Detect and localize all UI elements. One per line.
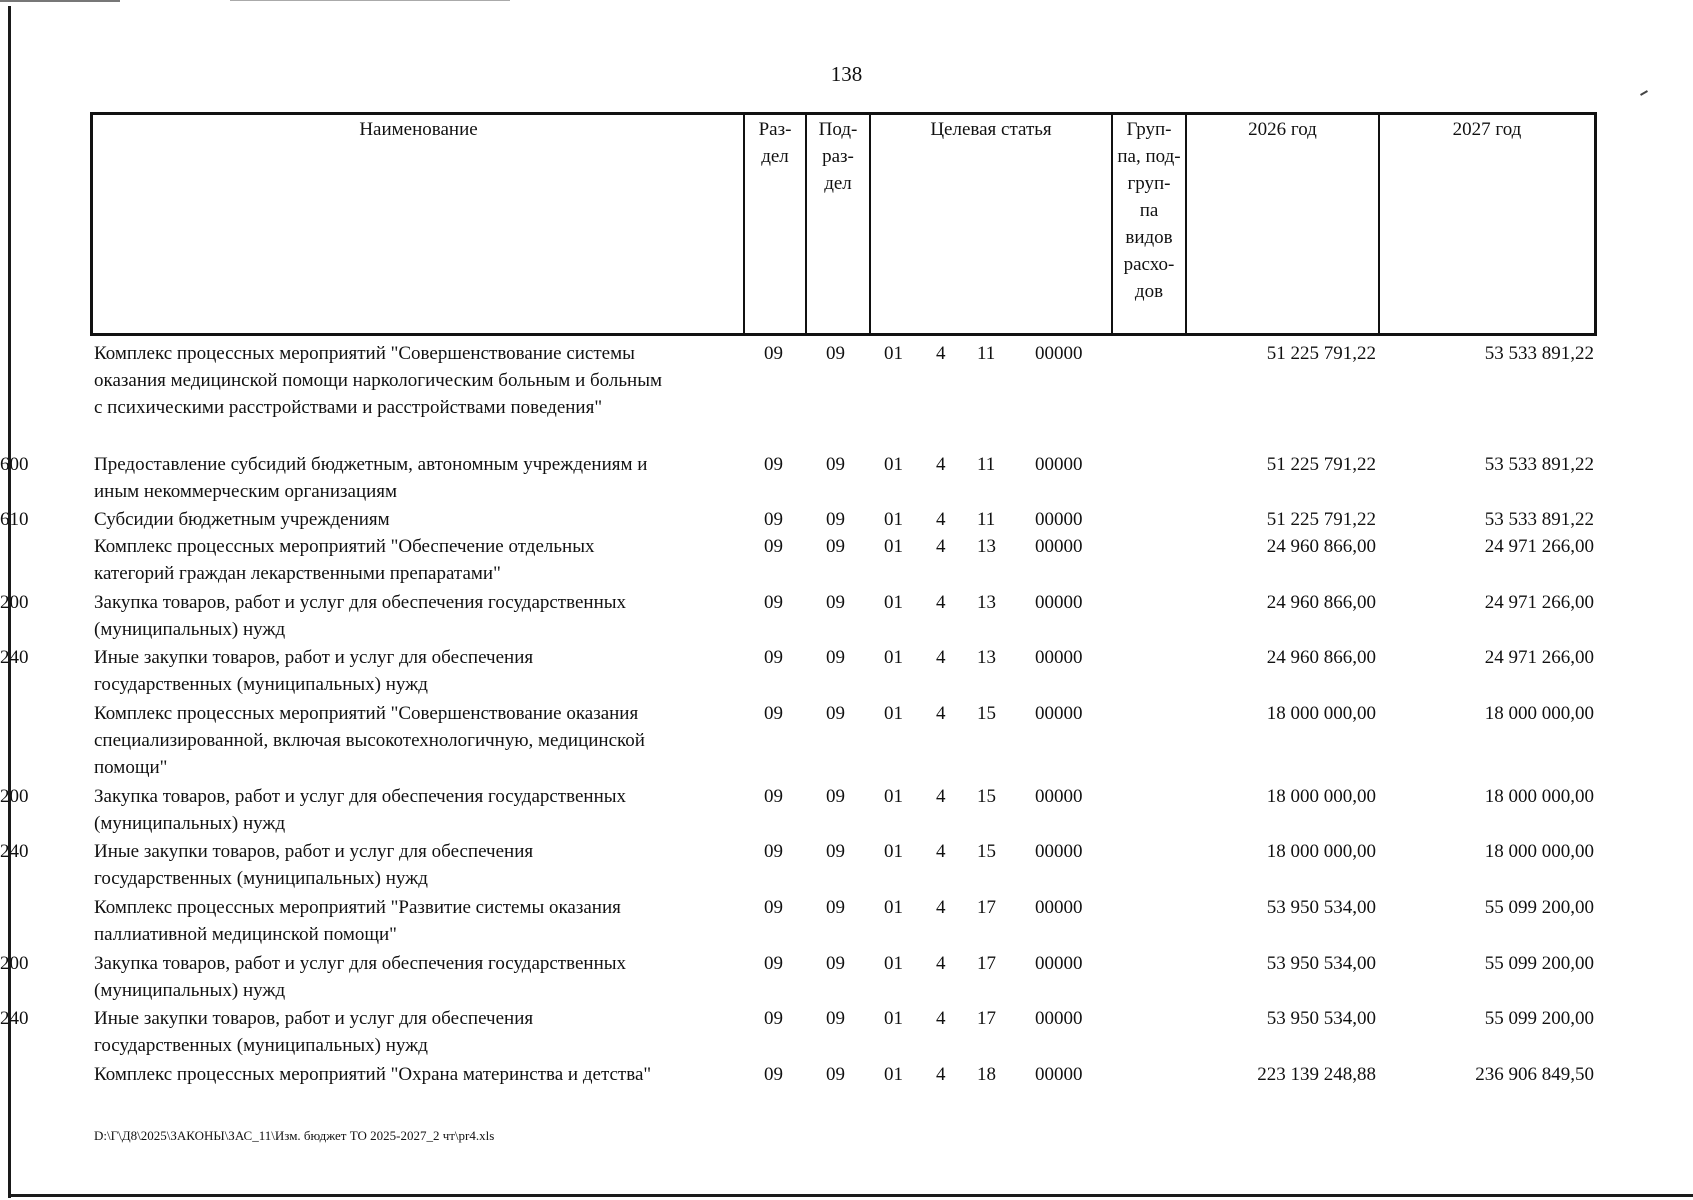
cell-ts2: 4 bbox=[936, 953, 946, 974]
header-group bbox=[1113, 116, 1185, 305]
row-name-line: Закупка товаров, работ и услуг для обеспечения государственных bbox=[94, 592, 627, 613]
row-name-line: государственных (муниципальных) нужд bbox=[94, 868, 428, 889]
cell-ts2: 4 bbox=[936, 592, 946, 613]
cell-y2026: 24 960 866,00 bbox=[1266, 592, 1376, 613]
header-name: Наименование bbox=[359, 119, 478, 140]
cell-ts2: 4 bbox=[936, 703, 946, 724]
cell-razdel: 09 bbox=[764, 953, 783, 974]
header-razdel-line: дел bbox=[761, 146, 789, 167]
row-name-line: категорий граждан лекарственными препаратами" bbox=[94, 563, 501, 584]
row-name bbox=[94, 533, 744, 587]
cell-ts4: 00000 bbox=[1035, 897, 1083, 918]
row-name bbox=[94, 451, 744, 505]
row-name bbox=[94, 340, 744, 421]
cell-y2026: 223 139 248,88 bbox=[1257, 1064, 1376, 1085]
cell-group: 200 bbox=[0, 592, 29, 613]
file-path: D:\Г\Д8\2025\ЗАКОНЫ\ЗАС_11\Изм. бюджет ТО 2025-2027_2 чт\pr4.xls bbox=[94, 1128, 495, 1143]
page-number: 138 bbox=[830, 62, 863, 86]
cell-ts3: 15 bbox=[977, 786, 996, 807]
cell-razdel: 09 bbox=[764, 897, 783, 918]
cell-ts1: 01 bbox=[884, 647, 903, 668]
cell-ts1: 01 bbox=[884, 897, 903, 918]
cell-y2026: 18 000 000,00 bbox=[1266, 841, 1376, 862]
cell-ts4: 00000 bbox=[1035, 953, 1083, 974]
cell-y2027: 24 971 266,00 bbox=[1484, 592, 1594, 613]
header-group-line: Груп- bbox=[1126, 119, 1172, 140]
row-name-line: с психическими расстройствами и расстройствами поведения" bbox=[94, 397, 603, 418]
cell-ts2: 4 bbox=[936, 786, 946, 807]
row-name-line: специализированной, включая высокотехнологичную, медицинской bbox=[94, 730, 645, 751]
row-name-line: Комплекс процессных мероприятий "Развитие системы оказания bbox=[94, 897, 621, 918]
header-podrazdel-line: Под- bbox=[818, 119, 858, 140]
cell-group: 600 bbox=[0, 454, 29, 475]
row-name bbox=[94, 950, 744, 1004]
cell-ts3: 15 bbox=[977, 841, 996, 862]
cell-ts2: 4 bbox=[936, 509, 946, 530]
cell-y2027: 236 906 849,50 bbox=[1475, 1064, 1594, 1085]
cell-podrazdel: 09 bbox=[826, 786, 845, 807]
row-name-line: (муниципальных) нужд bbox=[94, 619, 286, 640]
cell-y2026: 51 225 791,22 bbox=[1266, 343, 1376, 364]
cell-podrazdel: 09 bbox=[826, 897, 845, 918]
cell-podrazdel: 09 bbox=[826, 592, 845, 613]
header-group-line: па bbox=[1139, 200, 1159, 221]
cell-y2026: 51 225 791,22 bbox=[1266, 454, 1376, 475]
scan-speck bbox=[1640, 90, 1648, 96]
header-podrazdel-line: дел bbox=[824, 173, 852, 194]
cell-ts3: 13 bbox=[977, 647, 996, 668]
cell-razdel: 09 bbox=[764, 592, 783, 613]
cell-y2027: 18 000 000,00 bbox=[1484, 841, 1594, 862]
cell-razdel: 09 bbox=[764, 1064, 783, 1085]
header-2027: 2027 год bbox=[1452, 119, 1522, 140]
cell-ts2: 4 bbox=[936, 897, 946, 918]
cell-razdel: 09 bbox=[764, 647, 783, 668]
cell-podrazdel: 09 bbox=[826, 953, 845, 974]
row-name-line: (муниципальных) нужд bbox=[94, 813, 286, 834]
cell-group: 240 bbox=[0, 647, 29, 668]
cell-ts4: 00000 bbox=[1035, 1064, 1083, 1085]
cell-group: 610 bbox=[0, 509, 29, 530]
header-group-line: дов bbox=[1134, 281, 1164, 302]
row-name bbox=[94, 1005, 744, 1059]
cell-ts2: 4 bbox=[936, 454, 946, 475]
cell-ts1: 01 bbox=[884, 1008, 903, 1029]
cell-podrazdel: 09 bbox=[826, 536, 845, 557]
cell-ts1: 01 bbox=[884, 841, 903, 862]
cell-ts3: 15 bbox=[977, 703, 996, 724]
row-name bbox=[94, 589, 744, 643]
cell-ts2: 4 bbox=[936, 536, 946, 557]
row-name bbox=[94, 838, 744, 892]
cell-ts1: 01 bbox=[884, 703, 903, 724]
cell-y2027: 55 099 200,00 bbox=[1484, 897, 1594, 918]
cell-razdel: 09 bbox=[764, 343, 783, 364]
row-name-line: иным некоммерческим организациям bbox=[94, 481, 398, 502]
header-group-line: расхо- bbox=[1123, 254, 1175, 275]
cell-group: 240 bbox=[0, 1008, 29, 1029]
header-podrazdel-line: раз- bbox=[822, 146, 854, 167]
cell-ts4: 00000 bbox=[1035, 786, 1083, 807]
row-name bbox=[94, 894, 744, 948]
cell-y2026: 51 225 791,22 bbox=[1266, 509, 1376, 530]
cell-y2027: 18 000 000,00 bbox=[1484, 786, 1594, 807]
cell-ts2: 4 bbox=[936, 343, 946, 364]
cell-group: 200 bbox=[0, 953, 29, 974]
cell-ts3: 11 bbox=[977, 509, 996, 530]
cell-y2027: 53 533 891,22 bbox=[1484, 454, 1594, 475]
cell-razdel: 09 bbox=[764, 536, 783, 557]
cell-ts2: 4 bbox=[936, 841, 946, 862]
cell-y2027: 55 099 200,00 bbox=[1484, 1008, 1594, 1029]
cell-y2027: 53 533 891,22 bbox=[1484, 343, 1594, 364]
header-podrazdel bbox=[807, 116, 869, 197]
cell-razdel: 09 bbox=[764, 1008, 783, 1029]
header-divider bbox=[1378, 112, 1380, 336]
cell-razdel: 09 bbox=[764, 786, 783, 807]
row-name-line: государственных (муниципальных) нужд bbox=[94, 1035, 428, 1056]
row-name-line: Комплекс процессных мероприятий "Охрана материнства и детства" bbox=[94, 1064, 652, 1085]
cell-ts4: 00000 bbox=[1035, 343, 1083, 364]
cell-y2026: 53 950 534,00 bbox=[1266, 897, 1376, 918]
cell-y2026: 24 960 866,00 bbox=[1266, 647, 1376, 668]
header-2026: 2026 год bbox=[1248, 119, 1317, 140]
header-group-line: па, под- bbox=[1117, 146, 1181, 167]
cell-ts4: 00000 bbox=[1035, 841, 1083, 862]
header-razdel bbox=[745, 116, 805, 170]
cell-podrazdel: 09 bbox=[826, 647, 845, 668]
header-divider bbox=[869, 112, 871, 336]
row-name-line: (муниципальных) нужд bbox=[94, 980, 286, 1001]
cell-ts4: 00000 bbox=[1035, 1008, 1083, 1029]
cell-ts3: 11 bbox=[977, 454, 996, 475]
cell-razdel: 09 bbox=[764, 703, 783, 724]
row-name bbox=[94, 506, 744, 533]
header-razdel-line: Раз- bbox=[758, 119, 792, 140]
row-name-line: Комплекс процессных мероприятий "Обеспечение отдельных bbox=[94, 536, 595, 557]
row-name-line: государственных (муниципальных) нужд bbox=[94, 674, 428, 695]
row-name-line: Предоставление субсидий бюджетным, автономным учреждениям и bbox=[94, 454, 648, 475]
cell-ts1: 01 bbox=[884, 1064, 903, 1085]
row-name-line: Комплекс процессных мероприятий "Совершенствование системы bbox=[94, 343, 635, 364]
cell-y2026: 24 960 866,00 bbox=[1266, 536, 1376, 557]
cell-y2027: 24 971 266,00 bbox=[1484, 536, 1594, 557]
cell-ts1: 01 bbox=[884, 454, 903, 475]
cell-ts3: 11 bbox=[977, 343, 996, 364]
header-divider bbox=[1185, 112, 1187, 336]
cell-ts4: 00000 bbox=[1035, 509, 1083, 530]
cell-y2026: 18 000 000,00 bbox=[1266, 703, 1376, 724]
row-name-line: Субсидии бюджетным учреждениям bbox=[94, 509, 390, 530]
row-name bbox=[94, 1061, 744, 1088]
cell-razdel: 09 bbox=[764, 841, 783, 862]
cell-y2026: 53 950 534,00 bbox=[1266, 953, 1376, 974]
row-name-line: Иные закупки товаров, работ и услуг для обеспечения bbox=[94, 647, 534, 668]
cell-y2027: 18 000 000,00 bbox=[1484, 703, 1594, 724]
cell-group: 240 bbox=[0, 841, 29, 862]
cell-ts1: 01 bbox=[884, 786, 903, 807]
scan-edge-top-mark bbox=[230, 0, 510, 1]
row-name-line: Иные закупки товаров, работ и услуг для обеспечения bbox=[94, 1008, 534, 1029]
cell-ts1: 01 bbox=[884, 953, 903, 974]
cell-ts1: 01 bbox=[884, 536, 903, 557]
cell-ts4: 00000 bbox=[1035, 703, 1083, 724]
row-name bbox=[94, 783, 744, 837]
row-name bbox=[94, 644, 744, 698]
row-name bbox=[94, 700, 744, 781]
cell-ts3: 13 bbox=[977, 536, 996, 557]
cell-podrazdel: 09 bbox=[826, 509, 845, 530]
cell-ts1: 01 bbox=[884, 592, 903, 613]
cell-ts4: 00000 bbox=[1035, 592, 1083, 613]
cell-y2026: 18 000 000,00 bbox=[1266, 786, 1376, 807]
cell-razdel: 09 bbox=[764, 509, 783, 530]
cell-ts3: 17 bbox=[977, 1008, 996, 1029]
cell-podrazdel: 09 bbox=[826, 841, 845, 862]
cell-ts4: 00000 bbox=[1035, 454, 1083, 475]
cell-razdel: 09 bbox=[764, 454, 783, 475]
cell-y2026: 53 950 534,00 bbox=[1266, 1008, 1376, 1029]
cell-ts2: 4 bbox=[936, 647, 946, 668]
header-target: Целевая статья bbox=[930, 119, 1052, 140]
cell-y2027: 55 099 200,00 bbox=[1484, 953, 1594, 974]
cell-ts4: 00000 bbox=[1035, 536, 1083, 557]
cell-podrazdel: 09 bbox=[826, 703, 845, 724]
cell-group: 200 bbox=[0, 786, 29, 807]
cell-ts2: 4 bbox=[936, 1008, 946, 1029]
cell-ts3: 13 bbox=[977, 592, 996, 613]
row-name-line: Закупка товаров, работ и услуг для обеспечения государственных bbox=[94, 786, 627, 807]
row-name-line: Закупка товаров, работ и услуг для обеспечения государственных bbox=[94, 953, 627, 974]
cell-y2027: 53 533 891,22 bbox=[1484, 509, 1594, 530]
scan-edge-top bbox=[0, 0, 120, 2]
cell-podrazdel: 09 bbox=[826, 343, 845, 364]
page-border-bottom bbox=[8, 1194, 1693, 1197]
cell-ts3: 18 bbox=[977, 1064, 996, 1085]
row-name-line: оказания медицинской помощи наркологическим больным и больным bbox=[94, 370, 663, 391]
cell-ts1: 01 bbox=[884, 343, 903, 364]
cell-ts3: 17 bbox=[977, 953, 996, 974]
row-name-line: Иные закупки товаров, работ и услуг для обеспечения bbox=[94, 841, 534, 862]
row-name-line: паллиативной медицинской помощи" bbox=[94, 924, 397, 945]
row-name-line: Комплекс процессных мероприятий "Совершенствование оказания bbox=[94, 703, 639, 724]
cell-ts1: 01 bbox=[884, 509, 903, 530]
header-group-line: видов bbox=[1125, 227, 1173, 248]
cell-ts2: 4 bbox=[936, 1064, 946, 1085]
cell-ts4: 00000 bbox=[1035, 647, 1083, 668]
cell-ts3: 17 bbox=[977, 897, 996, 918]
cell-podrazdel: 09 bbox=[826, 454, 845, 475]
cell-podrazdel: 09 bbox=[826, 1064, 845, 1085]
cell-y2027: 24 971 266,00 bbox=[1484, 647, 1594, 668]
header-group-line: груп- bbox=[1127, 173, 1171, 194]
row-name-line: помощи" bbox=[94, 757, 168, 778]
cell-podrazdel: 09 bbox=[826, 1008, 845, 1029]
